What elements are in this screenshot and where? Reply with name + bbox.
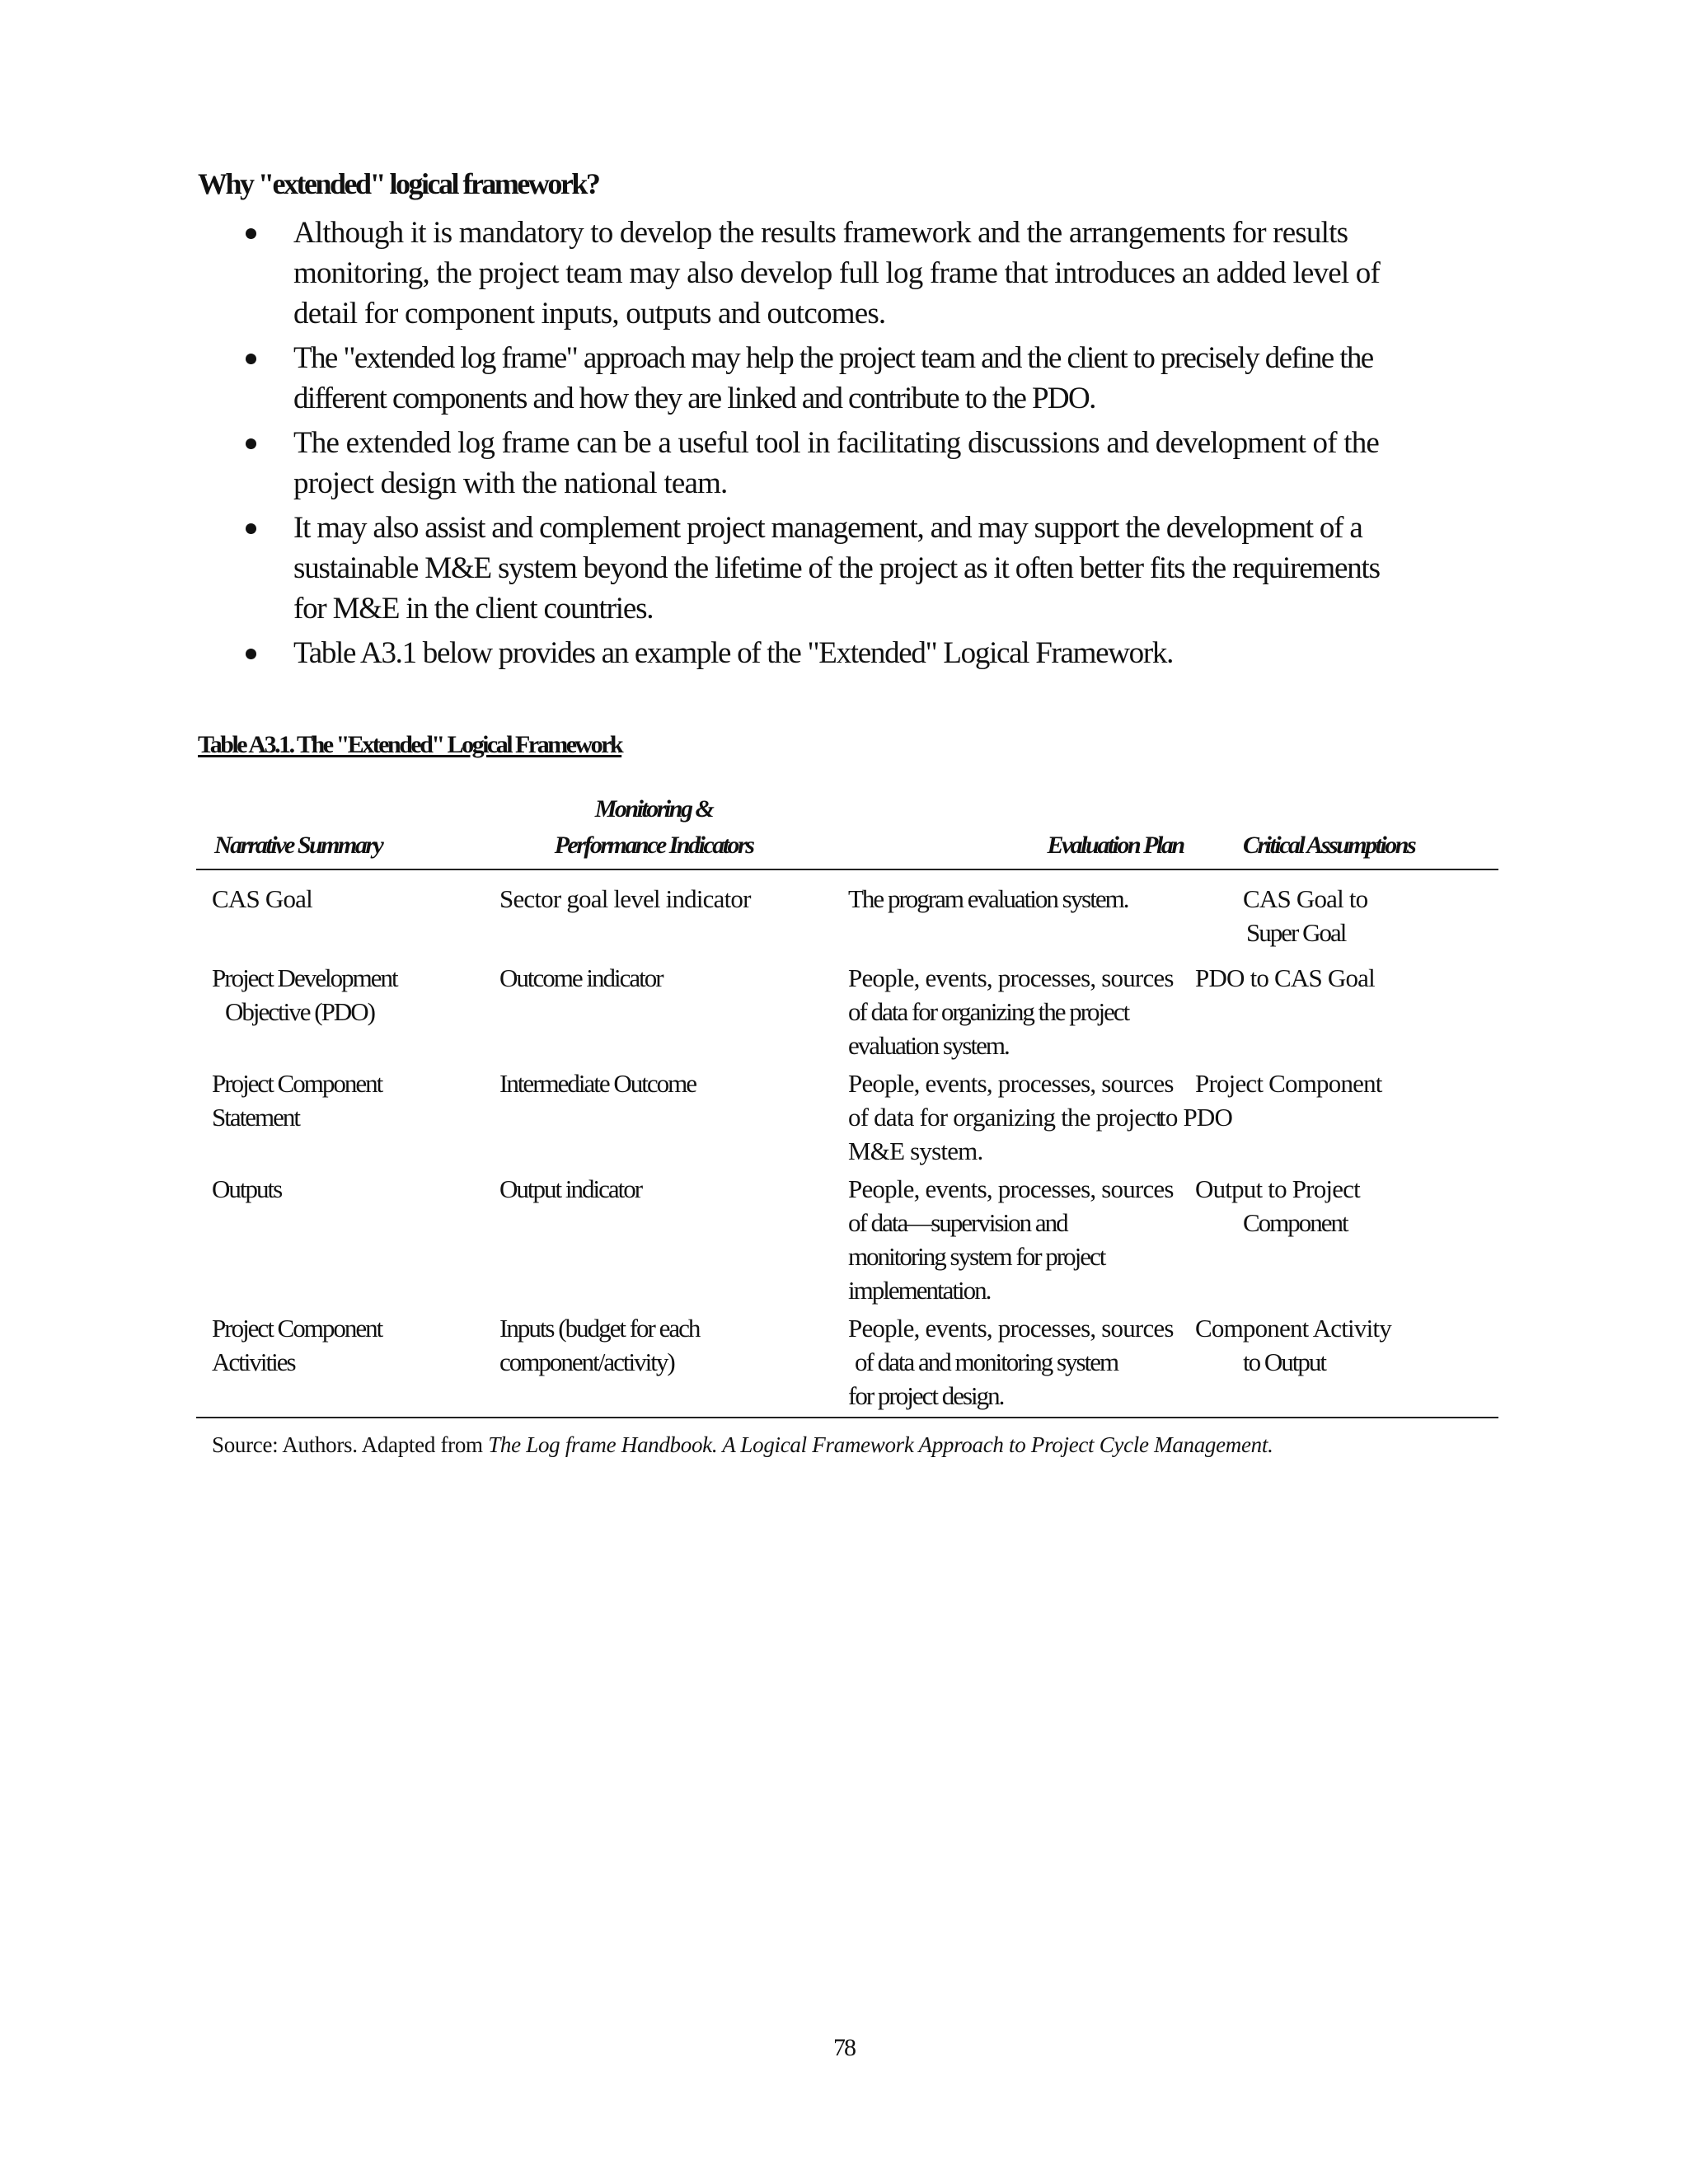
cell-line: implementation. (848, 1276, 991, 1305)
cell-evaluation (848, 961, 1244, 1062)
bullet-item (198, 338, 1401, 419)
bullet-item (198, 213, 1401, 334)
bullet-list (198, 213, 1401, 677)
cell-line: Statement (212, 1103, 299, 1132)
bullet-item (198, 633, 1401, 673)
cell-line: for project design. (848, 1381, 1004, 1410)
bullet-text: The "extended log frame" approach may help the project team and the client to precisely define the different components and how they are linked and contribute to the PDO. (293, 341, 1373, 415)
cell-line: Project Component (212, 1314, 382, 1343)
cell-line: Output to Project (1195, 1174, 1360, 1203)
cell-narrative (212, 1172, 492, 1206)
bullet-text: Although it is mandatory to develop the results framework and the arrangements for results monitoring, the project team may also develop full log frame that introduces an added level of detail for component inputs, outputs and outcomes. (293, 216, 1381, 330)
cell-line: PDO to CAS Goal (1195, 963, 1375, 992)
cell-line: evaluation system. (848, 1031, 1009, 1060)
cell-narrative (212, 882, 492, 916)
column-header-narrative: Narrative Summary (214, 832, 382, 859)
cell-line: of data—supervision and (848, 1208, 1067, 1237)
table-row (196, 1172, 1498, 1305)
cell-evaluation (848, 882, 1244, 916)
bullet-item (198, 508, 1401, 629)
cell-narrative (212, 1311, 492, 1379)
column-header-monitoring-line2: Performance Indicators (554, 832, 753, 859)
cell-line: CAS Goal to (1243, 884, 1368, 913)
cell-line: Outcome indicator (499, 963, 663, 992)
cell-indicator (499, 1172, 846, 1206)
cell-line: Project Component (1195, 1069, 1382, 1098)
cell-line: M&E system. (848, 1137, 983, 1165)
logframe-table (196, 793, 1498, 1418)
cell-line: monitoring system for project (848, 1242, 1105, 1271)
cell-line: People, events, processes, sources (848, 1174, 1174, 1203)
table-body (196, 882, 1498, 1418)
cell-line: to Output (1243, 1347, 1325, 1376)
cell-indicator (499, 882, 846, 916)
table-row (196, 882, 1498, 949)
cell-indicator (499, 1066, 846, 1100)
cell-line: Intermediate Outcome (499, 1069, 696, 1098)
table-source-note (212, 1432, 1273, 1458)
cell-line: component/activity) (499, 1347, 674, 1376)
cell-line: CAS Goal (212, 884, 312, 913)
cell-line: of data for organizing the project (848, 997, 1129, 1026)
table-row (196, 1311, 1498, 1410)
section-heading: Why "extended" logical framework? (198, 167, 599, 200)
cell-line: Sector goal level indicator (499, 884, 751, 913)
cell-line: People, events, processes, sources (848, 1314, 1174, 1343)
cell-assumption (1195, 1172, 1451, 1240)
table-caption: Table A3.1. The "Extended" Logical Framework (198, 731, 622, 758)
bullet-icon (246, 228, 256, 239)
cell-assumption (1195, 1311, 1451, 1379)
column-header-assumptions: Critical Assumptions (1243, 832, 1415, 859)
cell-narrative (212, 1066, 492, 1134)
cell-line: Project Component (212, 1069, 382, 1098)
cell-narrative (212, 961, 492, 1029)
source-title: The Log frame Handbook. A Logical Framework Approach to Project Cycle Management. (488, 1432, 1273, 1457)
cell-line: The program evaluation system. (848, 884, 1128, 913)
cell-line: Output indicator (499, 1174, 642, 1203)
cell-line: Inputs (budget for each (499, 1314, 700, 1343)
cell-line: Super Goal (1246, 918, 1346, 947)
column-header-monitoring (509, 791, 798, 864)
cell-indicator (499, 1311, 846, 1379)
cell-line: People, events, processes, sources (848, 1069, 1174, 1098)
page-number: 78 (833, 2034, 855, 2061)
cell-line: Outputs (212, 1174, 282, 1203)
cell-line: Objective (PDO) (225, 997, 374, 1026)
cell-line: People, events, processes, sources (848, 963, 1174, 992)
cell-line: Component Activity (1195, 1314, 1391, 1343)
bullet-text: Table A3.1 below provides an example of the "Extended" Logical Framework. (293, 636, 1174, 670)
bullet-text: It may also assist and complement project management, and may support the development of a sustainable M&E system beyond the lifetime of the project as it often better fits the requirements for M&E in the client countries. (293, 511, 1380, 626)
bullet-icon (246, 354, 256, 364)
column-header-evaluation: Evaluation Plan (1047, 832, 1184, 859)
table-row (196, 1066, 1498, 1165)
table-header (196, 793, 1498, 870)
cell-line: Project Development (212, 963, 397, 992)
bullet-icon (246, 438, 256, 449)
cell-evaluation (848, 1311, 1244, 1413)
cell-evaluation (848, 1172, 1244, 1307)
cell-line: Component (1243, 1208, 1348, 1237)
bullet-icon (246, 523, 256, 534)
cell-line: of data and monitoring system (855, 1347, 1118, 1376)
cell-indicator (499, 961, 846, 995)
cell-assumption (1159, 1066, 1451, 1134)
cell-line: to PDO (1159, 1103, 1233, 1132)
cell-assumption (1243, 882, 1498, 949)
source-prefix: Source: Authors. Adapted from (212, 1432, 489, 1457)
cell-assumption (1195, 961, 1451, 995)
cell-line: Activities (212, 1347, 295, 1376)
bullet-text: The extended log frame can be a useful tool in facilitating discussions and development of the project design with the national team. (293, 426, 1380, 500)
column-header-monitoring-line1: Monitoring & (594, 795, 713, 823)
cell-line: of data for organizing the project (848, 1103, 1163, 1132)
bullet-item (198, 423, 1401, 504)
table-row (196, 961, 1498, 1060)
bullet-icon (246, 649, 256, 659)
